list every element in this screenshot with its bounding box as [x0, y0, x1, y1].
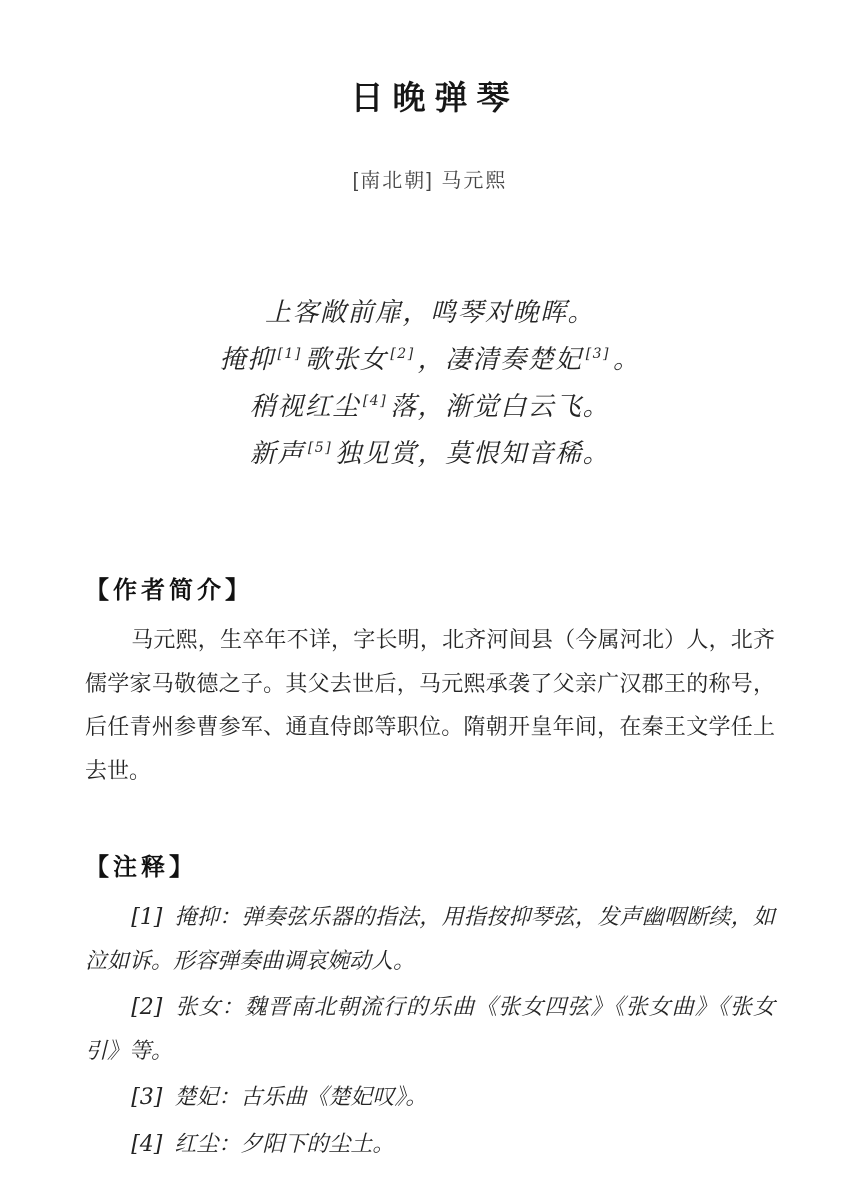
note-text-2: 张女：魏晋南北朝流行的乐曲《张女四弦》《张女曲》《张女引》等。	[85, 995, 775, 1064]
note-ref-superscript: [4]	[362, 393, 388, 410]
poem-byline: [南北朝] 马元熙	[352, 170, 508, 192]
note-ref-superscript: [1]	[277, 346, 302, 363]
notes-list	[85, 896, 775, 1166]
author-intro-paragraph: 马元熙，生卒年不详，字长明，北齐河间县（今属河北）人，北齐儒学家马敬德之子。其父去世后，马元熙承袭了父亲广汉郡王的称号，后任青州参曹参军、通直侍郎等职位。隋朝开皇年间，在秦王文学任上去世。	[85, 628, 775, 784]
note-text-3: 楚妃：古乐曲《楚妃叹》。	[174, 1085, 428, 1110]
note-ref-4: [4]	[131, 1131, 163, 1157]
note-ref-1: [1]	[131, 905, 163, 930]
note-ref-3: [3]	[131, 1085, 163, 1110]
section-heading-notes: 【注释】	[85, 852, 197, 881]
note-ref-superscript: [2]	[390, 346, 415, 363]
poem-line-4: 新声 [5] 独见赏，莫恨知音稀。	[249, 439, 611, 469]
poem-line-3: 稍视红尘 [4] 落，渐觉白云飞。	[249, 392, 611, 422]
note-item-4	[85, 1123, 775, 1167]
note-ref-superscript: [5]	[307, 440, 333, 457]
poem-title: 日晚弹琴	[350, 78, 519, 117]
note-ref-2: [2]	[131, 995, 163, 1020]
poem-body	[85, 290, 775, 478]
note-text-1: 掩抑：弹奏弦乐器的指法，用指按抑琴弦，发声幽咽断续，如泣如诉。形容弹奏曲调哀婉动人。	[85, 905, 775, 974]
note-ref-superscript: [3]	[585, 346, 611, 363]
section-heading-author-intro: 【作者简介】	[85, 575, 253, 604]
note-item-3	[85, 1076, 775, 1120]
poem-line-1: 上客敞前扉，鸣琴对晚晖。	[264, 298, 595, 328]
note-item-2	[85, 986, 775, 1073]
note-item-1	[85, 896, 775, 983]
poem-line-2: 掩抑 [1] 歌张女 [2] ，凄清奏楚妃 [3] 。	[219, 345, 641, 375]
note-text-4: 红尘：夕阳下的尘土。	[174, 1131, 395, 1157]
